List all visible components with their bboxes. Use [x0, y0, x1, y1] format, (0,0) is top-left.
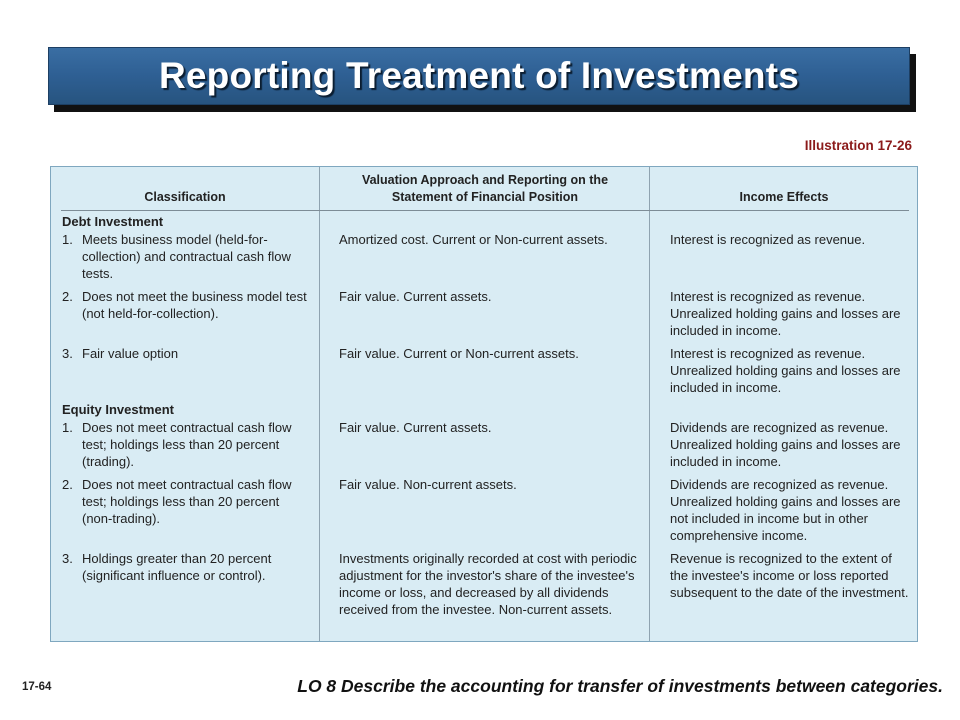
- row-number: 1.: [62, 232, 73, 247]
- classification-cell: Holdings greater than 20 percent (significant influence or control).: [82, 551, 272, 583]
- section-debt-investment: Debt Investment: [62, 214, 164, 229]
- header-divider: [61, 210, 909, 211]
- valuation-cell: Fair value. Current or Non-current assets.: [339, 346, 579, 361]
- valuation-cell: Fair value. Current assets.: [339, 420, 492, 435]
- income-cell: Dividends are recognized as revenue. Unrealized holding gains and losses are included in income.: [670, 420, 901, 469]
- classification-cell: Meets business model (held-for-collection) and contractual cash flow tests.: [82, 232, 291, 281]
- classification-cell: Does not meet contractual cash flow test; holdings less than 20 percent (trading).: [82, 420, 292, 469]
- slide-title: Reporting Treatment of Investments: [158, 55, 799, 96]
- title-banner: [48, 47, 910, 105]
- income-cell: Revenue is recognized to the extent of the investee's income or loss reported subsequent to the date of the investment.: [670, 551, 909, 600]
- classification-cell: Does not meet contractual cash flow test; holdings less than 20 percent (non-trading).: [82, 477, 292, 526]
- row-number: 2.: [62, 477, 73, 492]
- valuation-cell: Amortized cost. Current or Non-current assets.: [339, 232, 608, 247]
- learning-objective: LO 8 Describe the accounting for transfer of investments between categories.: [297, 676, 943, 696]
- column-divider: [649, 167, 650, 641]
- row-number: 3.: [62, 346, 73, 361]
- valuation-cell: Investments originally recorded at cost with periodic adjustment for the investor's share of the investee's income or loss, and decreased by all dividends received from the investee. Non-current assets.: [339, 551, 637, 617]
- illustration-label: Illustration 17-26: [804, 138, 912, 153]
- slide-number: 17-64: [22, 681, 52, 693]
- column-divider: [319, 167, 320, 641]
- section-equity-investment: Equity Investment: [62, 402, 174, 417]
- header-classification: Classification: [144, 190, 226, 204]
- row-number: 3.: [62, 551, 73, 566]
- valuation-cell: Fair value. Current assets.: [339, 289, 492, 304]
- income-cell: Dividends are recognized as revenue. Unrealized holding gains and losses are not included in income but in other comprehensive income.: [670, 477, 901, 543]
- income-cell: Interest is recognized as revenue. Unrealized holding gains and losses are included in income.: [670, 346, 901, 395]
- classification-cell: Fair value option: [82, 346, 179, 361]
- investments-table: [50, 166, 918, 642]
- classification-cell: Does not meet the business model test (not held-for-collection).: [82, 289, 307, 321]
- income-cell: Interest is recognized as revenue. Unrealized holding gains and losses are included in income.: [670, 289, 901, 338]
- header-income: Income Effects: [739, 190, 829, 204]
- row-number: 1.: [62, 420, 73, 435]
- income-cell: Interest is recognized as revenue.: [670, 232, 866, 247]
- valuation-cell: Fair value. Non-current assets.: [339, 477, 517, 492]
- header-valuation: Valuation Approach and Reporting on the Statement of Financial Position: [361, 172, 609, 204]
- row-number: 2.: [62, 289, 73, 304]
